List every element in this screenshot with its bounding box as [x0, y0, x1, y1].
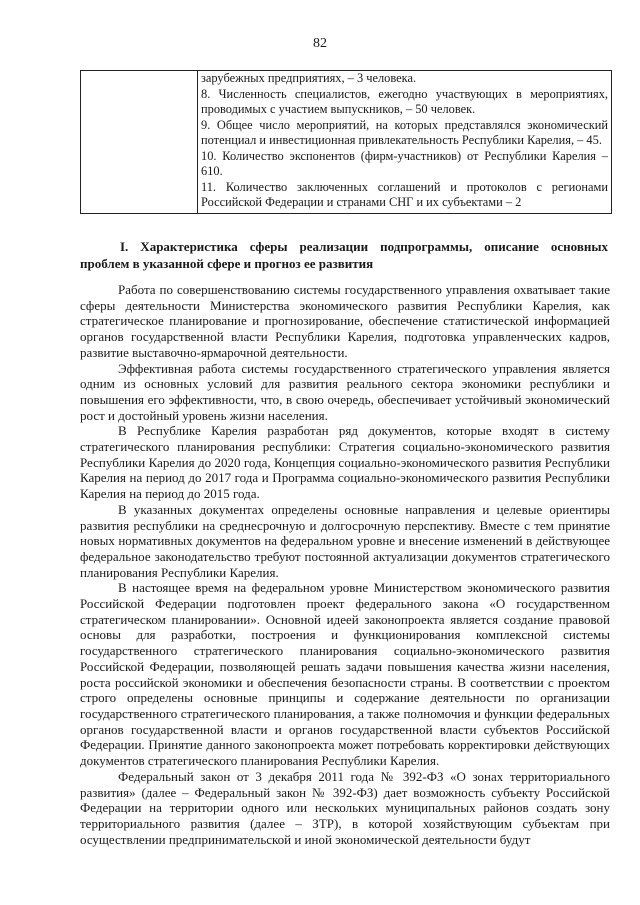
- continuation-table: [80, 70, 612, 214]
- table-right-cell: [198, 71, 612, 214]
- paragraph: Работа по совершенствованию системы государственного управления охватывает такие сферы деятельности Министерства экономического развития Республики Карелия, как стратегическое планирование и прогнозирование, обеспечение статистической информацией органов государственной власти Республики Карелия, подготовка управленческих кадров, развитие выставочно-ярмарочной деятельности.: [80, 282, 610, 360]
- body-text: [80, 282, 610, 847]
- paragraph: Эффективная работа системы государственного стратегического управления является одним из основных условий для развития реального сектора экономики республики и повышения его эффективности, что, в свою очередь, обеспечивает устойчивый экономический рост и достойный уровень жизни населения.: [80, 360, 610, 423]
- paragraph: В Республике Карелия разработан ряд документов, которые входят в систему стратегического планирования республики: Стратегия социально-экономического развития Республики Карелия до 2020 года, Концепция социально-экономического развития Республики Карелия на период до 2017 года и Программа социально-экономического развития Республики Карелия на период до 2015 года.: [80, 423, 610, 502]
- paragraph: Федеральный закон от 3 декабря 2011 года № 392-ФЗ «О зонах территориального развития» (далее – Федеральный закон № 392-ФЗ) дает возможность субъекту Российской Федерации на территории одного или нескольких муниципальных районов создать зону территориального развития (далее – ЗТР), в которой хозяйствующим субъектам при осуществлении предпринимательской и иной экономической деятельности будут: [80, 768, 610, 847]
- table-item: 9. Общее число мероприятий, на которых представлялся экономический потенциал и инвестиционная привлекательность Республики Карелия, – 45.: [201, 117, 608, 147]
- paragraph: В указанных документах определены основные направления и целевые ориентиры развития республики на среднесрочную и долгосрочную перспективу. Вместе с тем принятие новых нормативных документов на федеральном уровне и внесение изменений в действующее федеральное законодательство требуют постоянной актуализации документов стратегического планирования Республики Карелия.: [80, 501, 610, 580]
- table-item: 10. Количество экспонентов (фирм-участников) от Республики Карелия – 610.: [201, 148, 608, 178]
- paragraph: В настоящее время на федеральном уровне Министерством экономического развития Российской Федерации подготовлен проект федерального закона «О государственном стратегическом планировании». Основной идеей законопроекта является создание правовой основы для разработки, построения и функционирования комплексной системы государственного стратегического планирования социально-экономического развития Российской Федерации, позволяющей решать задачи повышения качества жизни населения, роста российской экономики и обеспечения безопасности страны. В соответствии с проектом строго определены основные принципы и содержание деятельности по организации государственного стратегического планирования, а также полномочия и функции федеральных органов государственной власти и органов государственной власти субъектов Российской Федерации. Принятие данного законопроекта может потребовать корректировки действующих документов стратегического планирования Республики Карелия.: [80, 580, 610, 769]
- section-heading: I. Характеристика сферы реализации подпрограммы, описание основных проблем в указанной сфере и прогноз ее развития: [80, 239, 608, 271]
- table-left-cell: [81, 71, 198, 214]
- table-item: зарубежных предприятиях, – 3 человека.: [201, 71, 417, 85]
- page-number: 82: [313, 36, 327, 51]
- table-item: 11. Количество заключенных соглашений и протоколов с регионами Российской Федерации и странами СНГ и их субъектами – 2: [201, 179, 608, 209]
- table-row: [81, 71, 612, 214]
- table-item: 8. Численность специалистов, ежегодно участвующих в мероприятиях, проводимых с участием выпускников, – 50 человек.: [201, 86, 608, 116]
